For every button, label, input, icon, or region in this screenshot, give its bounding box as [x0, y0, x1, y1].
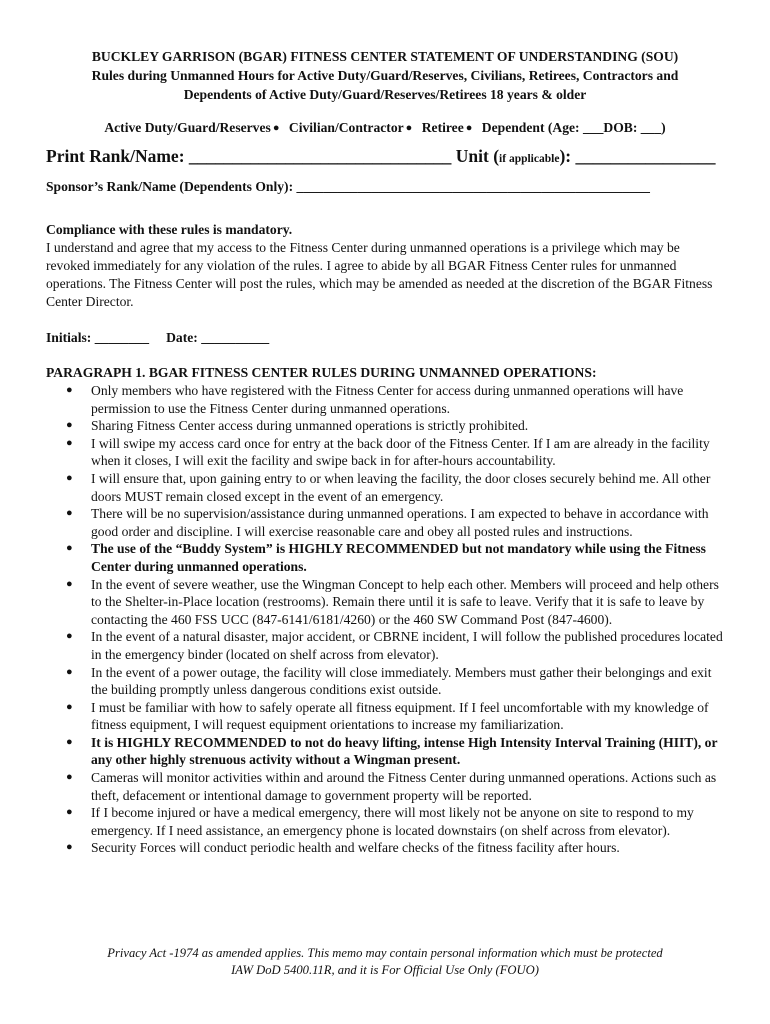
rule-text: In the event of a power outage, the facility will close immediately. Members must gather their belongings and exit the building promptly unless dangerous conditions exist outside. [91, 664, 712, 698]
rule-item [46, 435, 730, 470]
print-rank-name-field[interactable]: ______________________________ [188, 146, 452, 166]
rule-item [46, 505, 730, 540]
bullet-icon: ● [66, 419, 73, 432]
rule-item [46, 576, 730, 629]
privacy-act-notice [60, 945, 710, 979]
privacy-line-1: Privacy Act -1974 as amended applies. This memo may contain personal information which must be protected [107, 946, 663, 960]
bullet-icon: ● [66, 384, 73, 396]
bullet-icon: ● [66, 577, 73, 590]
unit-field[interactable]: ________________ [575, 146, 716, 166]
rule-text: I will ensure that, upon gaining entry to or when leaving the facility, the door closes securely behind me. All other doors MUST remain closed except in the event of an emergency. [91, 470, 711, 504]
document-title [30, 47, 740, 104]
title-line-1: BUCKLEY GARRISON (BGAR) FITNESS CENTER STATEMENT OF UNDERSTANDING (SOU) [91, 49, 679, 64]
rule-text: Sharing Fitness Center access during unmanned operations is strictly prohibited. [91, 418, 529, 434]
privacy-line-2: IAW DoD 5400.11R, and it is For Official Use Only (FOUO) [231, 963, 539, 977]
rule-item [46, 382, 730, 417]
if-applicable-note: if applicable [499, 153, 560, 165]
bullet-icon: ● [66, 507, 73, 520]
date-field[interactable]: Date: __________ [166, 330, 270, 345]
bullet-icon: ● [66, 806, 73, 819]
bullet-icon: ● [66, 665, 73, 678]
rule-text: There will be no supervision/assistance during unmanned operations. I am expected to behave in accordance with good order and discipline. I will exercise reasonable care and obey all posted rules and instructions. [91, 506, 709, 539]
rule-text: In the event of a natural disaster, major accident, or CBRNE incident, I will follow the published procedures located in the emergency binder (located on shelf across from elevator). [91, 629, 723, 662]
bullet-icon: ● [405, 122, 413, 134]
rule-item [46, 628, 730, 663]
bullet-icon: ● [66, 700, 73, 713]
initials-field[interactable]: Initials: ________ [46, 330, 150, 345]
bullet-icon: ● [272, 122, 280, 134]
rule-text: In the event of severe weather, use the Wingman Concept to help each other. Members will proceed and help others to the Shelter-in-Place location (restrooms). Remain there until it is safe to leave. Verify that it is safe to leave by contacting the 460 FSS UCC (847-6141/6181/4260) or the 460 SW Command Post (847-4600). [91, 576, 719, 627]
title-line-2: Rules during Unmanned Hours for Active Duty/Guard/Reserves, Civilians, Retirees, Contractors and [91, 68, 679, 83]
paragraph-1-heading: PARAGRAPH 1. BGAR FITNESS CENTER RULES DURING UNMANNED OPERATIONS: [46, 365, 597, 380]
bullet-icon: ● [66, 630, 73, 643]
bullet-icon: ● [66, 771, 73, 784]
print-rank-name-line [46, 145, 715, 170]
rule-item [46, 664, 730, 699]
bullet-icon: ● [465, 122, 473, 134]
rule-text: If I become injured or have a medical emergency, there will most likely not be anyone on site to respond to my emergency. If I need assistance, an emergency phone is located downstairs (on shelf across from elevator). [91, 805, 694, 838]
sponsor-field[interactable]: ____________________________________________________ [296, 179, 650, 194]
rule-item [46, 417, 730, 435]
rule-item-buddy-system [46, 540, 730, 575]
compliance-section [46, 221, 726, 311]
sponsor-line [46, 178, 650, 196]
rule-text: Only members who have registered with the Fitness Center for access during unmanned operations will have permission to use the Fitness Center during unmanned operations. [91, 383, 684, 416]
category-retiree[interactable]: Retiree [421, 120, 464, 135]
bullet-icon: ● [66, 436, 73, 449]
rule-item [46, 839, 730, 857]
bullet-icon: ● [66, 471, 73, 484]
category-active-duty[interactable]: Active Duty/Guard/Reserves [104, 120, 271, 135]
bullet-icon: ● [66, 542, 73, 555]
initials-date-line [46, 329, 269, 347]
rule-text: I will swipe my access card once for entry at the back door of the Fitness Center. If I am are already in the facility when it closes, I will exit the facility and swipe back in for after-hours accountability. [91, 435, 710, 469]
unit-label: Unit (if applicable): [455, 146, 572, 166]
rule-item [46, 769, 730, 804]
rule-text: Security Forces will conduct periodic health and welfare checks of the fitness facility after hours. [91, 840, 620, 856]
rules-list [46, 382, 730, 857]
compliance-body: I understand and agree that my access to the Fitness Center during unmanned operations is a privilege which may be revoked immediately for any violation of the rules. I agree to abide by all BGAR Fitness Center rules for unmanned operations. The Fitness Center will post the rules, which may be amended as needed at the discretion of the BGAR Fitness Center Director. [46, 240, 713, 309]
rule-item [46, 699, 730, 734]
sponsor-label: Sponsor’s Rank/Name (Dependents Only): [46, 179, 294, 194]
rule-text: I must be familiar with how to safely operate all fitness equipment. If I feel uncomfortable with my knowledge of fitness equipment, I will request equipment orientations to increase my familiarization. [91, 699, 709, 733]
category-dependent[interactable]: Dependent (Age: ___DOB: ___) [481, 120, 666, 135]
bullet-icon: ● [66, 735, 73, 748]
title-line-3: Dependents of Active Duty/Guard/Reserves/Retirees 18 years & older [183, 87, 587, 102]
compliance-heading: Compliance with these rules is mandatory. [46, 222, 293, 237]
rule-text: Cameras will monitor activities within and around the Fitness Center during unmanned operations. Actions such as theft, defacement or intentional damage to government property will be reported. [91, 770, 717, 803]
rule-item [46, 470, 730, 505]
rule-text: It is HIGHLY RECOMMENDED to not do heavy lifting, intense High Intensity Interval Training (HIIT), or any other highly strenuous activity without a Wingman present. [91, 734, 718, 768]
rule-item [46, 804, 730, 839]
print-rank-name-label: Print Rank/Name: [46, 146, 185, 166]
category-civilian[interactable]: Civilian/Contractor [288, 120, 404, 135]
member-category-line [30, 119, 740, 138]
bullet-icon: ● [66, 841, 73, 854]
rule-text: The use of the “Buddy System” is HIGHLY RECOMMENDED but not mandatory while using the Fitness Center during unmanned operations. [91, 541, 706, 574]
rule-item-wingman-lifting [46, 734, 730, 769]
